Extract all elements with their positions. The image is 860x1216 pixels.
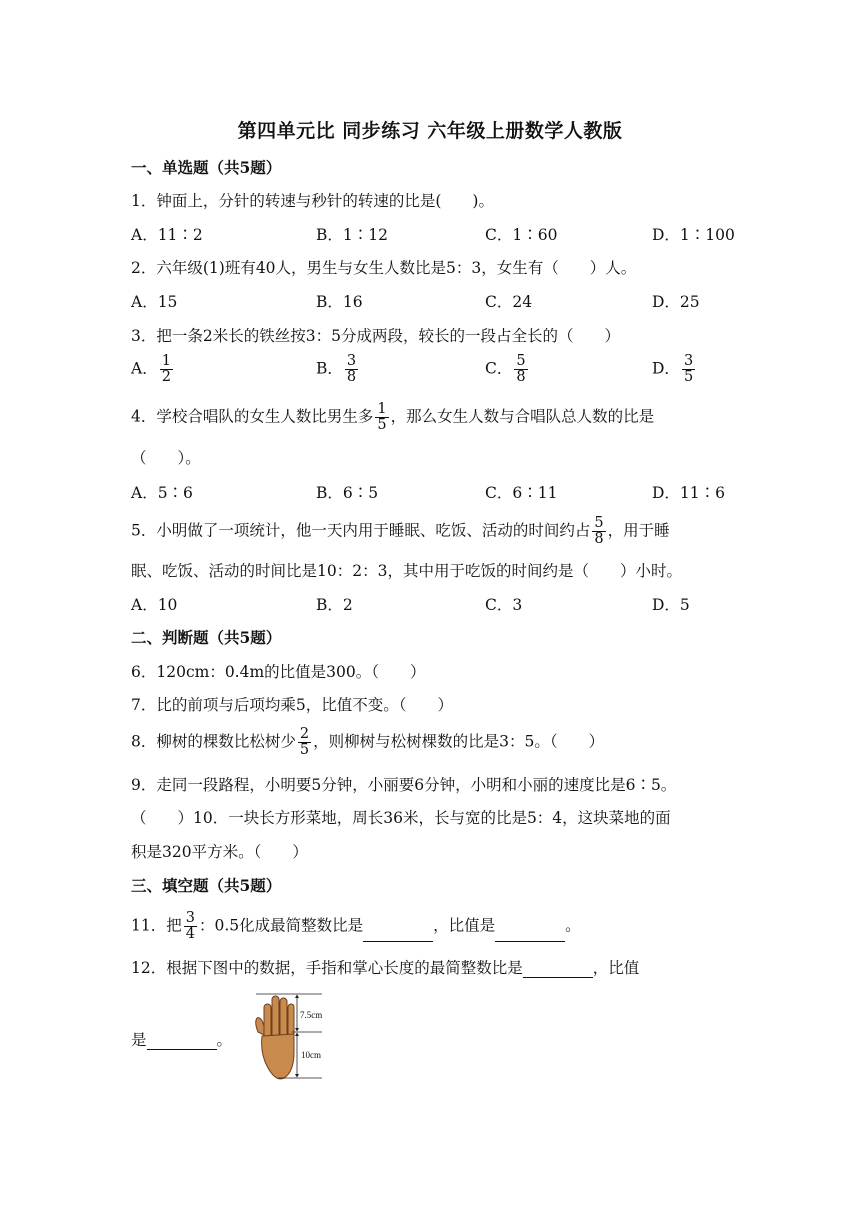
q2-option-b: B．16	[316, 293, 363, 311]
page-title: 第四单元比 同步练习 六年级上册数学人教版	[237, 120, 623, 142]
q1-option-a: A．11∶2	[131, 226, 203, 244]
q4-option-b: B．6∶5	[316, 484, 379, 502]
q5-option-d: D．5	[652, 596, 690, 614]
label-palm-length: 10cm	[301, 1050, 321, 1060]
q3-option-d	[652, 354, 697, 385]
question-5: 5．小明做了一项统计，他一天内用于睡眠、吃饭、活动的时间约占 $\frac{5}{8}$ ，用于睡	[131, 515, 670, 547]
section-heading-single-choice: 一、单选题（共5题）	[131, 158, 282, 177]
q3-option-b	[316, 354, 360, 385]
question-5-line2: 眠、吃饭、活动的时间比是10：2：3，其中用于吃饭的时间约是（ ）小时。	[131, 562, 682, 580]
q3-option-c	[485, 354, 530, 385]
answer-blank[interactable]	[363, 925, 433, 942]
fraction: $\frac{3}{4}$	[185, 910, 195, 942]
hand-icon	[256, 996, 294, 1079]
q1-option-d: D．1∶100	[652, 226, 735, 244]
q3-option-a	[131, 354, 175, 385]
q5-option-c: C．3	[485, 596, 523, 614]
q1-option-b: B．1∶12	[316, 226, 388, 244]
question-9-10: （ ）10．一块长方形菜地，周长36米，长与宽的比是5：4，这块菜地的面	[131, 809, 671, 827]
question-4: 4．学校合唱队的女生人数比男生多 $\frac{1}{5}$ ，那么女生人数与合唱队总人数的比是	[131, 401, 655, 433]
label-finger-length: 7.5cm	[300, 1010, 323, 1020]
hand-measure-figure	[248, 992, 348, 1082]
q3-option-a-label: A．	[131, 359, 158, 378]
question-8: 8．柳树的棵数比松树少 $\frac{2}{5}$ ，则柳树与松树棵数的比是3：5。（ ）	[131, 726, 605, 758]
q2-option-c: C．24	[485, 293, 533, 311]
answer-blank[interactable]	[495, 925, 565, 942]
section-heading-fill-blank: 三、填空题（共5题）	[131, 876, 282, 895]
q5-option-b: B．2	[316, 596, 353, 614]
answer-blank[interactable]	[523, 961, 593, 978]
q4-option-a: A．5∶6	[131, 484, 193, 502]
question-12-line2: 是 。	[131, 1031, 233, 1049]
question-11: 11．把 $\frac{3}{4}$ ：0.5化成最简整数比是 ，比值是 。	[131, 910, 581, 942]
question-3: 3．把一条2米长的铁丝按3：5分成两段，较长的一段占全长的（ ）	[131, 327, 620, 345]
q2-option-a: A．15	[131, 293, 178, 311]
answer-blank[interactable]	[147, 1033, 217, 1050]
q3-option-d-label: D．	[652, 359, 680, 378]
fraction: $\frac{2}{5}$	[299, 726, 310, 758]
q3-option-b-label: B．	[316, 359, 343, 378]
question-4-line2: （ ）。	[131, 449, 201, 467]
q2-option-d: D．25	[652, 293, 700, 311]
fraction: $\frac{1}{2}$	[161, 353, 171, 385]
question-10-end: 积是320平方米。（ ）	[131, 843, 308, 861]
fraction: $\frac{5}{8}$	[516, 353, 526, 385]
fraction: $\frac{1}{5}$	[377, 401, 387, 433]
question-7: 7．比的前项与后项均乘5，比值不变。（ ）	[131, 696, 453, 714]
question-12: 12．根据下图中的数据，手指和掌心长度的最简整数比是 ，比值	[131, 959, 640, 977]
question-6: 6．120cm：0.4m的比值是300。（ ）	[131, 663, 426, 681]
q4-option-d: D．11∶6	[652, 484, 726, 502]
q3-option-c-label: C．	[485, 359, 513, 378]
question-2: 2．六年级(1)班有40人，男生与女生人数比是5：3，女生有（ ）人。	[131, 259, 637, 277]
fraction: $\frac{3}{5}$	[683, 353, 694, 385]
question-9: 9．走同一段路程，小明要5分钟，小丽要6分钟，小明和小丽的速度比是6∶5。	[131, 776, 677, 794]
q5-option-a: A．10	[131, 596, 178, 614]
question-1: 1．钟面上，分针的转速与秒针的转速的比是( )。	[131, 192, 494, 210]
fraction: $\frac{5}{8}$	[594, 515, 604, 547]
q4-option-c: C．6∶11	[485, 484, 558, 502]
fraction: $\frac{3}{8}$	[346, 353, 357, 385]
q1-option-c: C．1∶60	[485, 226, 558, 244]
section-heading-true-false: 二、判断题（共5题）	[131, 628, 282, 647]
